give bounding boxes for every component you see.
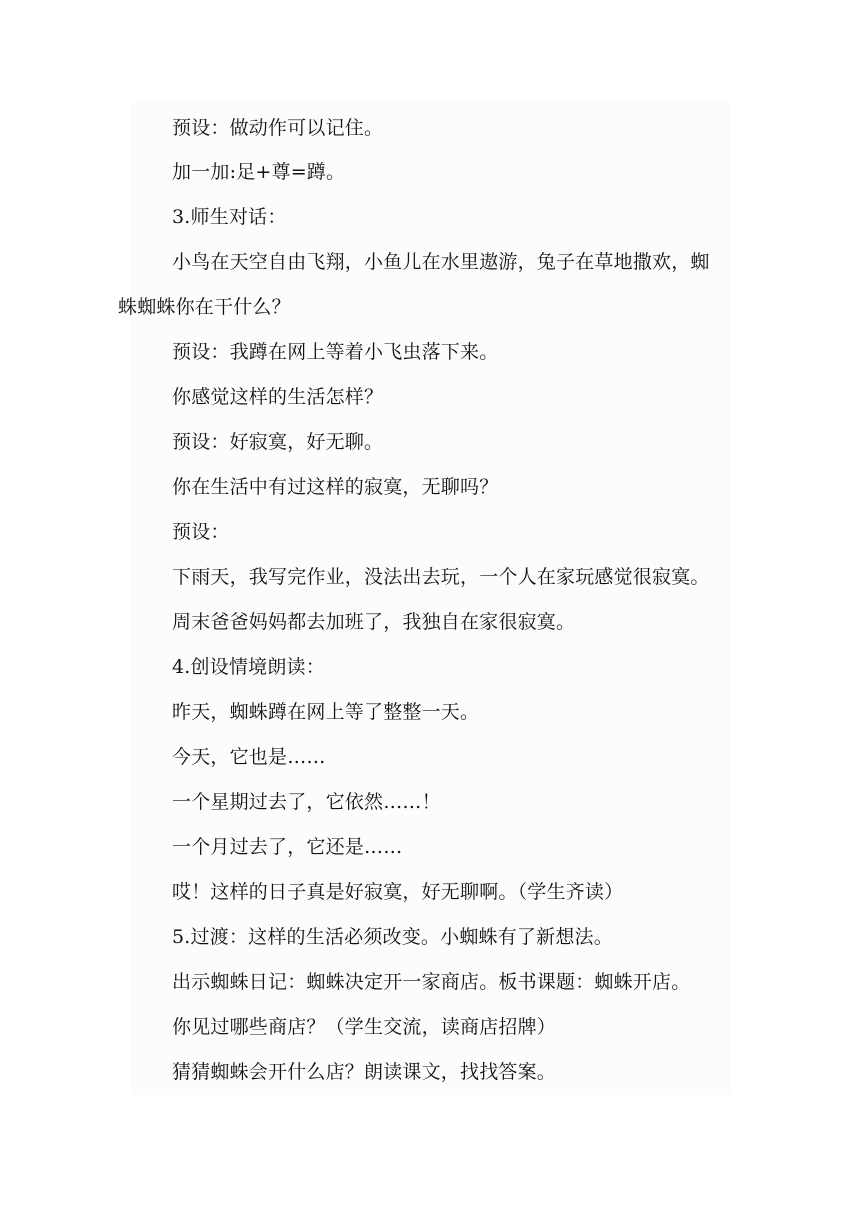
paragraph-line-12: 周末爸爸妈妈都去加班了，我独自在家很寂寞。 <box>172 611 576 633</box>
paragraph-line-21: 你见过哪些商店？（学生交流，读商店招牌） <box>172 1016 557 1038</box>
section-heading-4: 4.创设情境朗读： <box>172 656 325 678</box>
section-heading-3: 3.师生对话： <box>172 206 287 228</box>
paragraph-line-11: 下雨天，我写完作业，没法出去玩，一个人在家玩感觉很寂寞。 <box>172 566 710 588</box>
paragraph-line-10: 预设： <box>172 521 230 543</box>
paragraph-line-9: 你在生活中有过这样的寂寞，无聊吗？ <box>172 476 499 498</box>
paragraph-line-18: 哎！这样的日子真是好寂寞，好无聊啊。（学生齐读） <box>172 881 624 903</box>
paragraph-line-1: 预设：做动作可以记住。 <box>172 117 384 139</box>
paragraph-line-15: 今天，它也是…… <box>172 746 326 768</box>
paragraph-line-2: 加一加:足+尊=蹲。 <box>172 161 346 183</box>
paragraph-line-20: 出示蜘蛛日记：蜘蛛决定开一家商店。板书课题：蜘蛛开店。 <box>172 971 691 993</box>
paragraph-line-14: 昨天，蜘蛛蹲在网上等了整整一天。 <box>172 701 480 723</box>
paragraph-line-17: 一个月过去了，它还是…… <box>172 836 403 858</box>
paragraph-line-6: 预设：我蹲在网上等着小飞虫落下来。 <box>172 341 499 363</box>
paragraph-line-8: 预设：好寂寞，好无聊。 <box>172 431 384 453</box>
paragraph-line-4: 小鸟在天空自由飞翔，小鱼儿在水里遨游，兔子在草地撒欢，蜘 <box>172 251 710 273</box>
paragraph-line-5: 蛛蜘蛛你在干什么？ <box>118 296 291 318</box>
paragraph-line-16: 一个星期过去了，它依然……！ <box>172 791 441 813</box>
paragraph-line-22: 猜猜蜘蛛会开什么店？朗读课文，找找答案。 <box>172 1061 557 1083</box>
paragraph-line-7: 你感觉这样的生活怎样？ <box>172 386 384 408</box>
section-heading-5: 5.过渡：这样的生活必须改变。小蜘蛛有了新想法。 <box>172 926 613 948</box>
